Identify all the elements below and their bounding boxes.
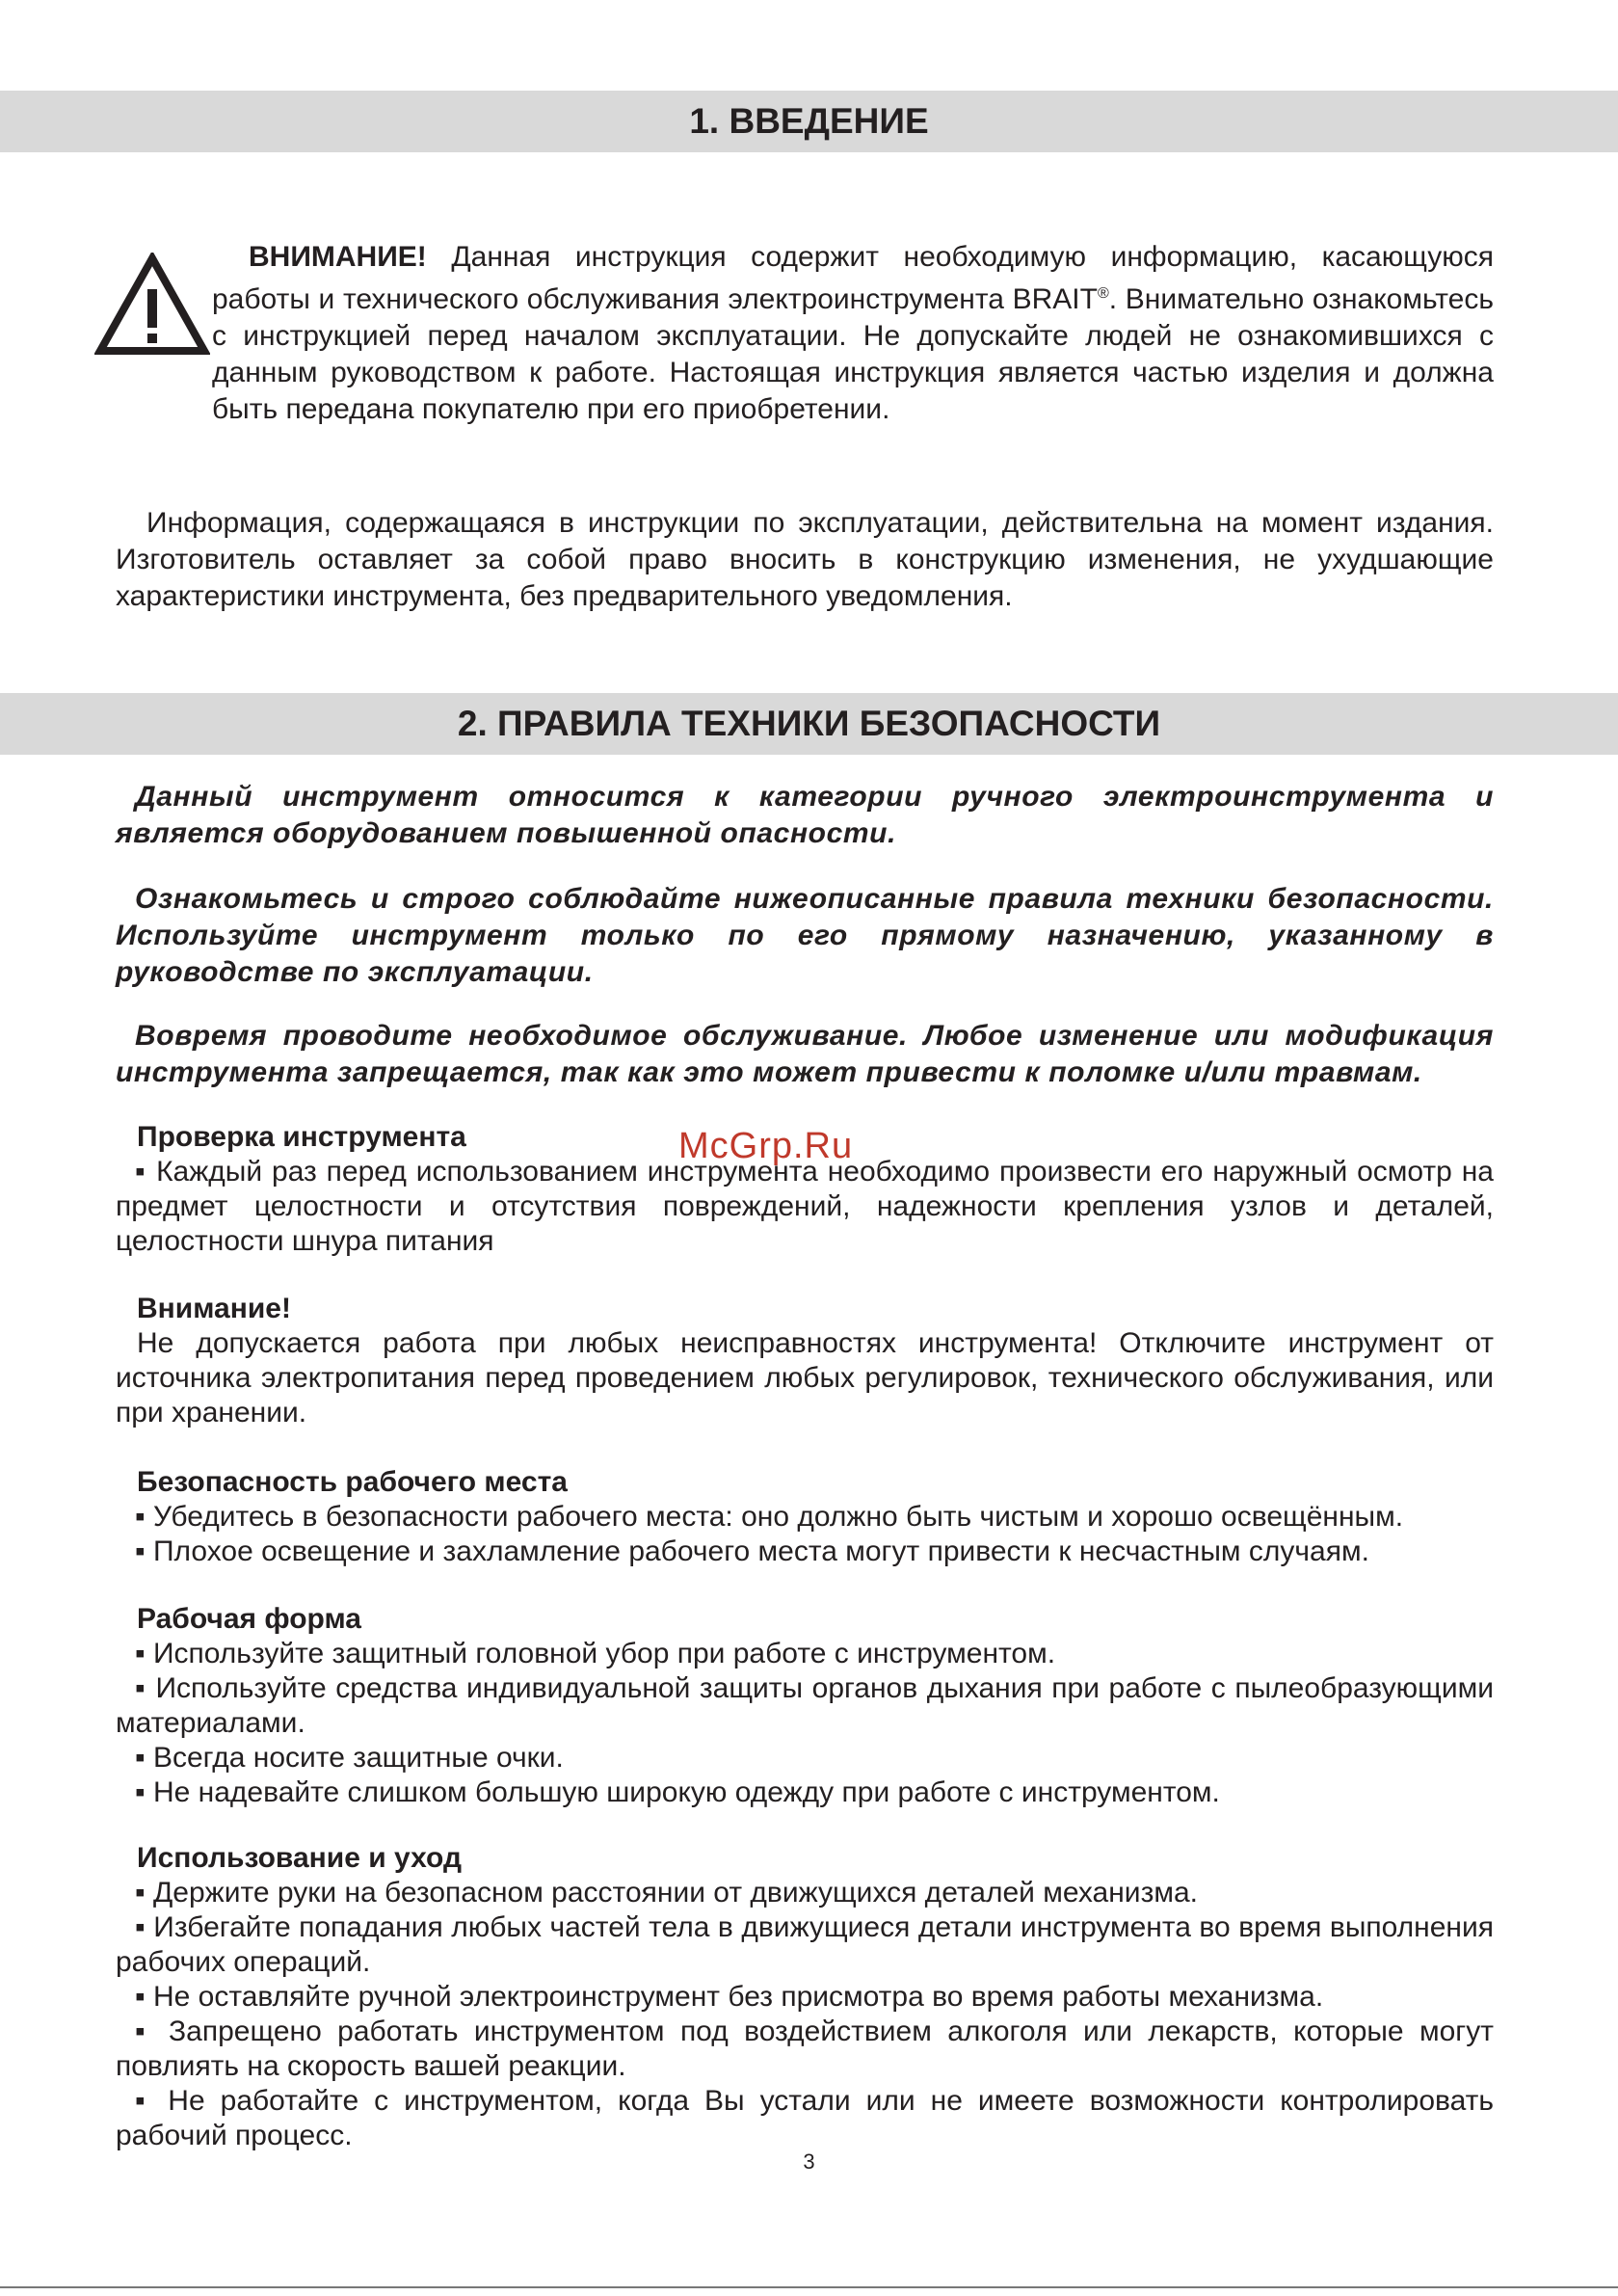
workplace-title: Безопасность рабочего места [137,1466,568,1498]
workwear-title: Рабочая форма [137,1603,361,1635]
bottom-divider [0,2286,1618,2288]
attention-text: Не допускается работа при любых неисправностях инструмента! Отключите инструмент от источника электропитания перед проведением любых регулировок, технического обслуживания, или при хранении. [116,1327,1494,1428]
usage-title: Использование и уход [137,1842,462,1874]
list-item: ▪ Используйте защитный головной убор при работе с инструментом. [135,1638,1056,1669]
section-1-heading: 1. ВВЕДЕНИЕ [0,91,1618,152]
list-item: ▪ Не работайте с инструментом, когда Вы устали или не имеете возможности контролировать рабочий процесс. [116,2085,1494,2151]
attention-section [116,1292,1494,1430]
check-title: Проверка инструмента [137,1121,466,1153]
warning-paragraph [212,239,1494,428]
warning-text-2: . Внимательно ознакомьтесь с инструкцией перед началом эксплуатации. Не допускайте людей не ознакомившихся с данным руководством к работе. Настоящая инструкция является частью изделия и должна быть передана покупателю при его приобретении. [212,283,1494,425]
list-item: ▪ Запрещено работать инструментом под воздействием алкоголя или лекарств, которые могут повлиять на скорость вашей реакции. [116,2016,1494,2082]
page-number: 3 [803,2149,815,2174]
section-2-heading: 2. ПРАВИЛА ТЕХНИКИ БЕЗОПАСНОСТИ [0,693,1618,755]
intro-paragraph-3: Вовремя проводите необходимое обслуживание. Любое изменение или модификация инструмента запрещается, так как это может привести к поломке и/или травмам. [116,1020,1494,1088]
list-item: ▪ Всегда носите защитные очки. [135,1742,564,1774]
list-item: ▪ Используйте средства индивидуальной защиты органов дыхания при работе с пылеобразующими материалами. [116,1672,1494,1739]
watermark: McGrp.Ru [678,1126,854,1166]
list-item: ▪ Не надевайте слишком большую широкую одежду при работе с инструментом. [135,1776,1220,1808]
warning-triangle-icon [94,253,210,357]
intro-paragraph-2: Ознакомьтесь и строго соблюдайте нижеописанные правила техники безопасности. Используйте инструмент только по его прямому назначению, указанному в руководстве по эксплуатации. [116,883,1494,988]
list-item: ▪ Не оставляйте ручной электроинструмент без присмотра во время работы механизма. [135,1981,1324,2013]
registered-mark: ® [1097,285,1109,302]
info-paragraph: Информация, содержащаяся в инструкции по эксплуатации, действительна на момент издания. Изготовитель оставляет за собой право вносить в конструкцию изменения, не ухудшающие характеристики инструмента, без предварительного уведомления. [116,507,1494,612]
warning-label: ВНИМАНИЕ! [249,241,427,273]
list-item: ▪ Избегайте попадания любых частей тела в движущиеся детали инструмента во время выполнения рабочих операций. [116,1911,1494,1978]
intro-paragraph-1: Данный инструмент относится к категории ручного электроинструмента и является оборудованием повышенной опасности. [116,781,1494,849]
list-item: ▪ Каждый раз перед использованием инструмента необходимо произвести его наружный осмотр на предмет целостности и отсутствия повреждений, надежности крепления узлов и деталей, целостности шнура питания [116,1156,1494,1257]
attention-title: Внимание! [137,1293,291,1324]
warning-text: Данная инструкция содержит необходимую информацию, касающуюся работы и технического обслуживания электроинструмента BRAIT [212,241,1494,315]
workplace-section [116,1465,1494,1569]
list-item: ▪ Убедитесь в безопасности рабочего места: оно должно быть чистым и хорошо освещённым. [135,1501,1404,1533]
list-item: ▪ Плохое освещение и захламление рабочего места могут привести к несчастным случаям. [135,1535,1369,1567]
usage-section [116,1841,1494,2153]
list-item: ▪ Держите руки на безопасном расстоянии от движущихся деталей механизма. [135,1877,1198,1909]
workwear-section [116,1602,1494,1810]
